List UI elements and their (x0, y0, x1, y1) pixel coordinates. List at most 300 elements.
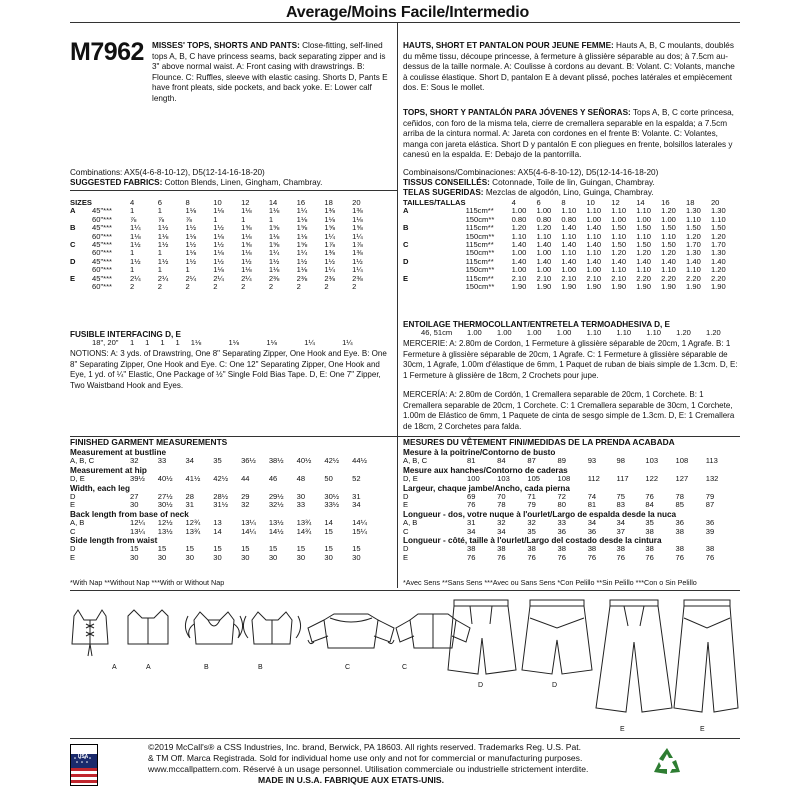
yardage-value: 1.40 (536, 256, 552, 266)
yardage-value: 1½ (185, 223, 197, 233)
yardage-value: 1.10 (636, 231, 651, 241)
footer-rule (70, 738, 740, 739)
size-header: 12 (241, 198, 250, 207)
yardage-value: 1⅝ (296, 223, 308, 233)
measurement-view: D (403, 544, 409, 554)
yardage-value: 1.40 (586, 240, 602, 250)
yardage-value: 1.00 (511, 206, 527, 216)
measurement-view: D (403, 492, 409, 502)
measurement-value: 29½ (268, 492, 284, 502)
measurement-value: 28½ (213, 492, 229, 502)
measurement-view: D (70, 544, 76, 554)
measurement-value: 30 (296, 552, 306, 562)
measurement-row (70, 528, 380, 536)
measurement-value: 38 (645, 544, 654, 554)
measurement-value: 41½ (185, 474, 201, 484)
yardage-value: 2 (352, 282, 357, 292)
yardage-value: 1⅝ (268, 240, 280, 250)
yardage-value: ⅞ (130, 214, 137, 224)
yardage-value: 1.10 (536, 231, 552, 241)
measurement-row (70, 501, 380, 509)
measurement-value: 38 (645, 526, 654, 536)
header-rule (70, 22, 740, 23)
suggested-fabrics-label: SUGGESTED FABRICS: (70, 178, 163, 187)
yardage-value: 2 (268, 282, 274, 292)
size-header: 8 (185, 198, 190, 207)
yardage-value: 1⅛ (185, 248, 197, 258)
view-letter: D (403, 256, 409, 266)
size-header: 20 (352, 198, 361, 207)
measurement-row (70, 545, 380, 553)
view-label-b-front: B (204, 664, 209, 671)
measurement-view: C (403, 526, 409, 536)
fabric-width: 45"*** (92, 240, 113, 250)
measurement-value: 30 (213, 552, 222, 562)
measurement-value: 30 (130, 500, 139, 510)
yardage-value: 1 (157, 248, 162, 258)
view-d-front-drawing (448, 600, 516, 674)
measurement-value: 15 (296, 544, 306, 554)
interfacing-value: 1.10 (616, 328, 632, 337)
measurement-row (403, 501, 736, 509)
usa-badge-text: MADE IN USA (72, 745, 94, 760)
view-letter: A (403, 206, 409, 216)
measurement-value: 39 (705, 526, 715, 536)
yardage-value: 1¼ (324, 231, 335, 241)
suggested-fabrics-en (70, 178, 395, 189)
measurement-value: 15 (268, 544, 278, 554)
yardage-table-en (70, 199, 380, 291)
description-fr-title: HAUTS, SHORT ET PANTALON POUR JEUNE FEMME: (403, 41, 614, 50)
measurement-value: 34 (352, 500, 361, 510)
yardage-value: 1.50 (686, 223, 701, 233)
description-es-title: TOPS, SHORT Y PANTALÓN PARA JÓVENES Y SEÑORAS: (403, 108, 631, 117)
view-letter: E (403, 273, 409, 283)
yardage-value: 1.30 (686, 248, 701, 258)
measurement-group-label-row (70, 510, 380, 519)
interfacing-value: 1⅛ (266, 338, 277, 347)
measurement-value: 35 (213, 456, 222, 466)
yardage-value: 1.90 (636, 282, 651, 292)
yardage-value: 1⅝ (352, 223, 363, 233)
measurements-title-fr-es: MESURES DU VÊTEMENT FINI/MEDIDAS DE LA PRENDA ACABADA (403, 437, 675, 447)
measurement-group-label: Width, each leg (70, 483, 130, 493)
measurement-value: 30½ (324, 492, 340, 502)
yardage-value: 2 (324, 282, 329, 292)
yardage-value: 1.00 (561, 265, 577, 275)
size-header: 14 (268, 198, 278, 207)
measurement-value: 100 (467, 474, 480, 484)
yardage-value: 2 (157, 282, 162, 292)
size-header: 16 (296, 198, 306, 207)
yardage-value: 1⅛ (296, 265, 308, 275)
yardage-value: 1.40 (686, 256, 701, 266)
interfacing-value: 1.10 (586, 328, 602, 337)
yardage-value: 1⅛ (130, 231, 141, 241)
yardage-value: 1.30 (710, 248, 726, 258)
yardage-value: 1.10 (636, 206, 651, 216)
measurement-value: 12¼ (130, 518, 145, 528)
description-fr-text: Hauts A, B, C moulants, doublés du même tissu, découpe princesse, à fermeture à glissière séparable au dos; à 7.5cm au-dessus de la taille normale. A: Coulisse à cordons au devant. B: Volant. C: Volants, manche à coulisse élastique. Short D, pantalon E à devant plissé, poches latérales et empiècement dos. E: Sous le mollet. (403, 41, 735, 93)
fabric-width: 45"*** (92, 206, 113, 216)
yardage-value: ⅞ (157, 214, 165, 224)
size-header: 10 (213, 198, 222, 207)
measurement-value: 80 (557, 500, 566, 510)
yardage-value: 1 (130, 248, 135, 258)
measurement-value: 29 (241, 492, 250, 502)
yardage-value: 1.50 (661, 223, 676, 233)
interfacing-row (403, 329, 736, 337)
yardage-value: 1¼ (296, 206, 308, 216)
interfacing-value: 1.10 (646, 328, 662, 337)
measurement-value: 38 (705, 544, 715, 554)
measurement-value: 12½ (157, 518, 173, 528)
measurement-value: 38 (587, 544, 597, 554)
measurement-row (403, 519, 736, 527)
drawings-rule (70, 590, 740, 591)
fabric-width: 150cm** (465, 214, 495, 224)
yardage-value: 2.10 (611, 273, 627, 283)
measurement-value: 13¾ (296, 518, 312, 528)
yardage-value: 1⅝ (324, 223, 335, 233)
yardage-value: 1.00 (586, 214, 602, 224)
measurement-value: 76 (497, 552, 506, 562)
view-a-front-drawing (72, 610, 108, 656)
measurement-value: 14 (213, 526, 222, 536)
measurement-group-label-row (70, 536, 380, 545)
view-letter: D (70, 256, 76, 266)
yardage-value: 1.00 (511, 265, 527, 275)
yardage-value: 1.90 (536, 282, 552, 292)
measurement-value: 76 (616, 552, 625, 562)
measurement-value: 83 (616, 500, 625, 510)
measurement-row (403, 475, 736, 483)
view-d-back-drawing (522, 600, 592, 674)
yardage-value: 1¼ (352, 265, 363, 275)
blank-cell (403, 329, 421, 337)
view-label-b-back: B (258, 664, 263, 671)
yardage-value: 1.10 (636, 265, 651, 275)
measurement-value: 38½ (268, 456, 284, 466)
yardage-value: 2¼ (213, 273, 224, 283)
measurement-value: 76 (645, 552, 654, 562)
yardage-value: 1.40 (636, 256, 651, 266)
yardage-value: 1.40 (511, 240, 527, 250)
yardage-value: 1¼ (324, 265, 335, 275)
yardage-value: 1⅝ (241, 223, 252, 233)
difficulty-level: Average/Moins Facile/Intermedio (286, 4, 530, 21)
yardage-value: 1 (130, 206, 135, 216)
yardage-value: 1½ (213, 223, 224, 233)
footer-line-1: ©2019 McCall's® a CSS Industries, Inc. brand, Berwick, PA 18603. All rights reserved. Trademarks Reg. U.S. Pat. (148, 742, 582, 752)
yardage-value: 1.10 (686, 214, 701, 224)
yardage-value: 1½ (213, 256, 224, 266)
yardage-value: 1.40 (561, 223, 577, 233)
measurement-value: 28 (185, 492, 194, 502)
yardage-value: 2.10 (536, 273, 552, 283)
yardage-value: 1.50 (611, 240, 627, 250)
yardage-value: 1.20 (661, 248, 676, 258)
yardage-value: 1½ (157, 256, 169, 266)
measurement-value: 44 (241, 474, 250, 484)
yardage-value: 1½ (213, 240, 224, 250)
yardage-value: 1⅛ (241, 206, 252, 216)
measurement-group-label: Back length from base of neck (70, 509, 189, 519)
yardage-value: 1.70 (686, 240, 701, 250)
measurement-value: 113 (705, 456, 718, 466)
size-header: 6 (536, 198, 541, 207)
measurement-view: E (70, 552, 76, 562)
yardage-value: 2 (130, 282, 135, 292)
measurement-value: 103 (645, 456, 659, 466)
yardage-value: 1.40 (586, 256, 602, 266)
view-b-back-drawing (243, 612, 300, 644)
yardage-value: 2 (213, 282, 218, 292)
yardage-value: 1½ (296, 256, 308, 266)
measurement-view: D (70, 492, 76, 502)
measurement-value: 34 (497, 526, 506, 536)
view-letter (403, 283, 466, 291)
measurement-view: D, E (70, 474, 85, 484)
description-en (152, 41, 392, 105)
yardage-value: 2.20 (686, 273, 701, 283)
yardage-value: 1⅛ (185, 231, 197, 241)
measurement-value: 117 (616, 474, 629, 484)
yardage-value: 1⅝ (268, 223, 280, 233)
size-header: 18 (324, 198, 333, 207)
size-header: 20 (710, 198, 720, 207)
pattern-number: M7962 (70, 38, 144, 66)
fabric-width: 115cm** (465, 240, 494, 250)
measurement-value: 87 (705, 500, 715, 510)
yardage-value: 1½ (157, 240, 169, 250)
measurement-value: 85 (675, 500, 684, 510)
measurement-value: 13 (213, 518, 222, 528)
measurement-group-label-row (403, 484, 736, 493)
interfacing-value: 1 (175, 338, 180, 347)
measurement-value: 30 (157, 552, 167, 562)
measurement-row (403, 528, 736, 536)
view-letter: A (70, 206, 76, 216)
measurement-value: 81 (587, 500, 597, 510)
measurement-value: 108 (557, 474, 571, 484)
tissus-conseilles (403, 178, 739, 189)
yardage-value: 1.40 (561, 240, 577, 250)
yardage-value: 1.00 (611, 214, 627, 224)
description-fr (403, 41, 739, 94)
technical-drawings (62, 598, 740, 733)
interfacing-value: 1 (130, 338, 135, 347)
measurement-value: 98 (616, 456, 625, 466)
fabric-width: 150cm** (465, 231, 495, 241)
measurement-group-label: Side length from waist (70, 536, 158, 546)
view-letter: C (403, 240, 409, 250)
view-letter: E (70, 273, 76, 283)
interfacing-value: 1¼ (342, 338, 353, 347)
combinations-fr-es: Combinaisons/Combinaciones: AX5(4-6-8-10-12), D5(12-14-16-18-20) (403, 168, 659, 177)
yardage-value: 1.40 (611, 256, 627, 266)
measurement-value: 38 (467, 544, 476, 554)
view-label-c-back: C (402, 664, 408, 671)
measurement-value: 30 (268, 552, 278, 562)
yardage-value: 1.20 (636, 248, 651, 258)
yardage-row (70, 275, 380, 283)
measurement-value: 15 (213, 544, 222, 554)
fabric-width: 45"*** (92, 223, 113, 233)
yardage-value: 1.90 (586, 282, 602, 292)
yardage-value: 1¼ (130, 223, 141, 233)
measurement-view: C (70, 526, 76, 536)
measurement-value: 30 (352, 552, 361, 562)
yardage-value: 2⅜ (324, 273, 335, 283)
telas-sugeridas (403, 188, 739, 199)
measurement-view: A, B (70, 518, 85, 528)
size-header: 10 (586, 198, 595, 207)
size-header: 6 (157, 198, 162, 207)
measurement-value: 38 (675, 544, 684, 554)
yardage-value: 1.90 (710, 282, 726, 292)
fabric-width: 115cm** (465, 223, 494, 233)
yardage-value: 1.40 (561, 256, 577, 266)
notions-en: NOTIONS: A: 3 yds. of Drawstring, One 8" Separating Zipper, One Hook and Eye. B: One 8" Separating Zipper, One Hook and Eye. C: One 12" Separating Zipper, One Hook and Eye, 1 yd. of ¼" Elastic, One Package of ½" Single Fold Bias Tape. D, E: One 7" Zipper, Two Waistband Hook and Eyes. (70, 349, 387, 390)
yardage-value: 1 (157, 206, 162, 216)
view-letter (403, 249, 466, 257)
measurement-value: 15 (324, 544, 333, 554)
yardage-value: 1.10 (661, 265, 676, 275)
yardage-value: 1.10 (586, 231, 602, 241)
yardage-value: 1 (157, 265, 162, 275)
measurement-value: 71 (527, 492, 536, 502)
measurement-value: 108 (675, 456, 689, 466)
measurement-value: 32 (527, 518, 536, 528)
yardage-value: 1.20 (511, 223, 527, 233)
measurement-value: 127 (675, 474, 689, 484)
yardage-value: 2.20 (710, 273, 726, 283)
interfacing-value: 1¼ (304, 338, 315, 347)
fabric-width: 150cm** (465, 282, 495, 292)
measurement-value: 31 (467, 518, 476, 528)
rule (70, 190, 397, 191)
yardage-value: 1⅛ (268, 206, 280, 216)
yardage-value: 1⅛ (324, 214, 335, 224)
yardage-value: 1⅛ (213, 206, 224, 216)
footer-line-2: & TM Off. Marca Registrada. Sold for individual home use only and not for commercial or manufacturing purposes. (148, 753, 583, 763)
view-a-back-drawing (128, 610, 168, 644)
measurement-value: 12¾ (185, 518, 201, 528)
yardage-value: 1.10 (611, 265, 627, 275)
yardage-value: 1⅜ (324, 248, 335, 258)
yardage-value: 1.90 (561, 282, 577, 292)
measurement-value: 87 (527, 456, 536, 466)
measurement-value: 38 (675, 526, 684, 536)
description-en-title: MISSES' TOPS, SHORTS AND PANTS: (152, 41, 300, 50)
measurement-view: E (70, 500, 76, 510)
view-letter (70, 283, 92, 291)
interfacing-value: 1.00 (496, 328, 512, 337)
view-b-front-drawing (185, 612, 242, 644)
view-label-d-front: D (478, 682, 484, 689)
size-header: 14 (636, 198, 645, 207)
view-c-front-drawing (308, 614, 394, 648)
measurement-value: 76 (705, 552, 715, 562)
measurement-value: 32 (497, 518, 506, 528)
yardage-value: 1.90 (511, 282, 527, 292)
yardage-value: 2¼ (130, 273, 141, 283)
yardage-value: 1⅜ (352, 206, 363, 216)
merceria-es: MERCERÍA: A: 2.80m de Cordón, 1 Cremallera separable de 20cm, 1 Corchete. B: 1 Cremallera separable de 20cm, 1 Corchete. C: 1 Cremallera separable de 30cm, 1 Corchete, 1.00m de Elástico de 6mm, 1 Paquete de cinta de sesgo simple de 1.3cm. D, E: 1 Cremallera de 18cm, 2 Corchetes para falda. (403, 390, 735, 431)
measurement-value: 103 (497, 474, 510, 484)
measurement-value: 14¾ (296, 526, 312, 536)
measurement-value: 34 (587, 518, 597, 528)
yardage-value: 1⅛ (352, 214, 363, 224)
yardage-value: 1¼ (296, 248, 308, 258)
yardage-value: 1.10 (561, 231, 577, 241)
sizes-label: TAILLES/TALLAS (403, 198, 466, 207)
yardage-value: 2.20 (636, 273, 651, 283)
measurement-view: E (403, 552, 409, 562)
interfacing-table-en (70, 339, 380, 347)
description-es (403, 108, 739, 161)
yardage-value: 1.70 (710, 240, 726, 250)
yardage-value: 1.40 (511, 256, 527, 266)
interfacing-value: 1⅛ (228, 338, 240, 347)
yardage-value: 1.40 (661, 256, 676, 266)
yardage-value: 1.50 (611, 223, 627, 233)
footer-line-3: www.mccallpattern.com. Réservé à un usage personnel. Utilisation commerciale ou industrielle strictement interdite. (148, 764, 589, 774)
measurement-value: 35 (645, 518, 654, 528)
view-letter (403, 266, 466, 274)
measurement-value: 74 (587, 492, 597, 502)
measurement-value: 112 (587, 474, 600, 484)
measurement-value: 15¼ (352, 526, 367, 536)
fabric-width: 115cm** (465, 273, 494, 283)
measurement-group-label: Largeur, chaque jambe/Ancho, cada pierna (403, 483, 570, 493)
yardage-value: 1⅛ (241, 248, 252, 258)
measurement-value: 14¼ (352, 518, 367, 528)
yardage-value: 1½ (157, 223, 169, 233)
measurement-value: 72 (557, 492, 566, 502)
yardage-value: 2 (241, 282, 246, 292)
yardage-value: 1.40 (710, 256, 726, 266)
measurement-value: 30½ (157, 500, 173, 510)
view-letter (403, 216, 466, 224)
measurement-value: 84 (497, 456, 506, 466)
measurement-value: 44½ (352, 456, 367, 466)
fabric-width: 45"*** (92, 273, 113, 283)
view-letter: C (70, 240, 76, 250)
yardage-value: 1 (185, 265, 190, 275)
measurement-value: 14½ (268, 526, 284, 536)
measurement-value: 30 (130, 552, 139, 562)
measurement-value: 13½ (157, 526, 173, 536)
measurement-view: A, B, C (403, 456, 428, 466)
yardage-value: 1.20 (611, 248, 627, 258)
yardage-value: 1.90 (611, 282, 627, 292)
view-e-back-drawing (674, 600, 738, 712)
measurement-value: 81 (467, 456, 476, 466)
measurement-value: 27½ (157, 492, 173, 502)
measurement-row (403, 545, 736, 553)
measurement-row (70, 554, 380, 562)
yardage-value: 1.10 (561, 248, 577, 258)
measurement-value: 36 (557, 526, 566, 536)
interfacing-value: 1 (160, 338, 165, 347)
yardage-value: 1 (213, 214, 218, 224)
yardage-value: 1⅞ (352, 240, 363, 250)
yardage-value: 1.00 (636, 214, 651, 224)
measurement-value: 27 (130, 492, 139, 502)
interfacing-value: 1.00 (467, 328, 482, 337)
